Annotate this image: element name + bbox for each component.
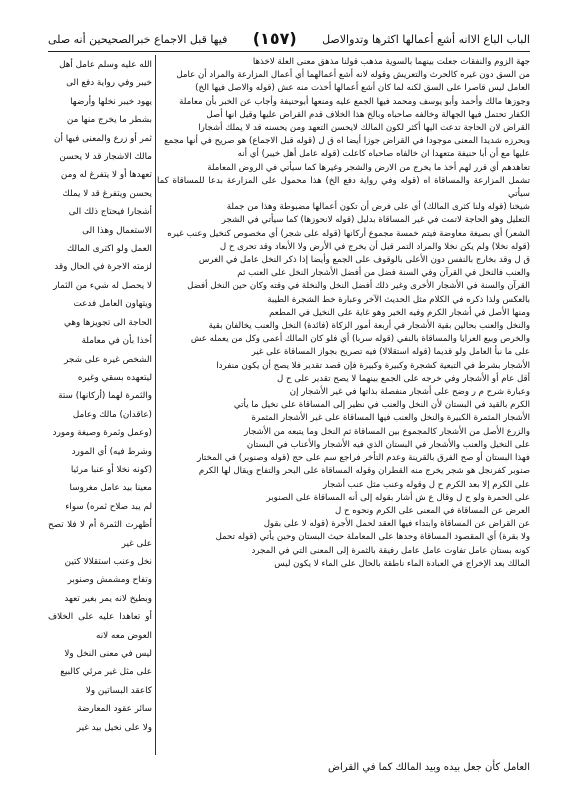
commentary-line: والنخل والعنب بحالين بقية الأشجار في أربعة أمور الزكاة (فائدة) النخل والعنب يخالفان بقية (208, 321, 530, 332)
commentary-line: وعبارة شرح م ر وضح على أشجار منفصلة بذاتها في غير الأشجار إن (289, 387, 530, 398)
main-text-line: ويتهاون العامل فدعت (73, 299, 152, 310)
commentary-line: فهذا البستان أو صح الفرق بالقرينة وعدم التأخر فراجع سم على حج (قوله وصنوبر) في المختار (197, 453, 530, 464)
commentary-line: الكرم بالقيد في البستان لأن النخل والعنب في نظير إلى المساقاة على نخيل ما يأتي (233, 400, 530, 411)
commentary-line: التعليل وهو الحاجة لاتمت في غير المساقاة بدليل (قوله لانحوزها) كما سيأتي في الشجر (221, 215, 530, 226)
header-chapter-title: الباب الباع الاانه أشع أعمالها اكثرها وتدوالاصل (322, 32, 530, 46)
main-text-line: الحاجة الى تجويزها وهي (64, 317, 152, 328)
main-text-line: ثمر أو زرع والمعنى فيها أن (54, 133, 152, 144)
commentary-line: العرض عن المساقاة في المعنى على الكرم ونحوه ح ل (335, 505, 530, 516)
commentary-line: الشعر) أي بصيغة معاوضة فيتم خمسة مجموع أركانها (قوله على شجر) أي مخصوص كنخيل وعنب غيره (167, 228, 530, 239)
commentary-line: ق ل وقد بخارج بالنفس دون الأعلى بالوقوف على الجمع وأيضا إذا ذكر النخل عامل في الغرس (198, 255, 530, 266)
main-text-line: ليس في معنى النخل ولا (64, 649, 152, 659)
main-text-line: لم يبد صلاح ثمره) سواء (65, 501, 152, 512)
commentary-line: شيخنا (قوله ولنا كثرى المالك) أي على فرض أن تكون أعمالها مضبوطة وهذا من جملة (226, 202, 530, 213)
main-text-line: وشرط فيه) أي المورد (71, 446, 152, 457)
main-text-line: لزمته الاجرة في الحال وقد (54, 262, 152, 273)
commentary-line: جهة الزوم والنفقات جعلت بينهما بالسوية مذهب قولنا مذهق معنى العلة لاخذها (252, 57, 530, 67)
commentary-line: العامل ليس قاصرا على السق لكنه لما كان أشع أعمالها أخذت منه عش (قوله والاصل فيها الخ) (195, 83, 530, 94)
main-text-line: يهود خيبر نخلها وأرضها (70, 96, 152, 107)
commentary-line: على الحمرة ولو ح ل وقال ع ش أشار بقوله إلى أنه المساقاة على الصنوبر (266, 492, 530, 503)
main-text-line: نخل وعنب استقلالا كتين (64, 556, 152, 567)
commentary-line: على الكرم إلا بعد الكرم ح ل وقوله وعنب مثل عنب أشجار (323, 479, 530, 490)
commentary-line: الأشجار بشرط في التبعية كشجرة وكبيرة وكبيرة فإن قصد تقدير فلا يصح أن يكون منفردا (216, 360, 530, 371)
commentary-line: تعاهدهم أي قرر لهم أخذ ما يخرج من الارض والشجر وغيرها كما سيأتي في الروض المعاملة (207, 162, 530, 173)
commentary-line: والعنب فالنخل في القرآن وفي السنة فضل من أفضل الأشجار النخل على العنب ثم (237, 268, 530, 279)
main-text-line: وبطيخ لانه يمر بغير تعهد (64, 593, 152, 604)
commentary-line: ولا بقرة) أي المقصود المساقاة وحدها على المعاملة حيث البستان وحين يأتي (قوله تحمل (215, 532, 530, 543)
commentary-line: والزرع الأصل من الأشجار كالمجموع بين المساقاة ثم النخل وما يتبعه من الأشجار (244, 426, 530, 437)
commentary-line: بالعكس ولذا ذكره في الكلام مثل الحديث الآخر وعبارة خط الشجرة الطيبة (267, 294, 530, 305)
main-text-line: (كونه نخلا أو عنبا مرئيا (70, 464, 152, 475)
main-text-line: بشطر ما يخرج منها من (66, 115, 152, 126)
column-divider (155, 55, 156, 755)
main-text-column (48, 56, 152, 786)
main-text-line: ليتعهده بسقي وغيره (77, 372, 152, 383)
main-text-line: (وعمل وثمرة وصيغة ومورد (52, 428, 152, 439)
main-text-line: الله عليه وسلم عامل أهل (59, 60, 152, 70)
commentary-line: الأشجار المثمرة الكبيرة والنخل والعنب فيها المساقاة على غير الأشجار المثمرة (251, 413, 530, 424)
commentary-line: على ما نبأ العامل ولو قديما (قوله استقلالا) فيه تصريح بجواز المساقاة على غير (251, 347, 530, 358)
main-text-line: مالك الاشجار قد لا يحسن (59, 152, 152, 163)
main-text-line: على مثل غير مرئي كالبيع (60, 667, 152, 678)
header-rule (48, 51, 530, 52)
main-text-line: سائر عقود المعارضة (77, 704, 152, 715)
main-text-line: أظهرت الثمرة أم لا فلا تصح على غير (48, 520, 152, 549)
main-text-line: أشجارا فيحتاج ذلك الى (68, 207, 152, 218)
commentary-line: الكفار تحتمل فيها الجهالة وخالفه صاحباه وبالخ هذا الخلاف قدم القراض عليها وقيل انها أصل (206, 109, 530, 120)
footer-line: العامل كأن جعل بيده وبيد المالك كما في القراض (327, 762, 530, 773)
main-text-line: العمل ولو اكترى المالك (67, 244, 152, 255)
main-text-line: الاستعمال وهذا الى (82, 225, 152, 236)
commentary-line: من السق دون غيره كالحرث والتعريش وقوله لانه أشع أعمالهما أي أعمال المزارعة والمراد أن عامل (176, 70, 530, 81)
commentary-line: وبحرزه شديدا المعنى موجودا في القراض جوزا أيضا اه ق ل (قوله قبل الاجماع) هو صريح في أنها مجمع (164, 136, 530, 147)
commentary-column (157, 56, 530, 756)
commentary-line: عليها مع أن أبا حنيفة متعهدا ان خالفاه صاحباه كاعلت (قوله عامل أهل خيبر) أي أنه (237, 149, 530, 160)
commentary-line: القراض لان الحاجة تدعت اليها أكثر لكون المالك لايحسن التعهد ومن يحسنه قد لا يملك أشجارا (198, 123, 530, 134)
main-text-line: والثمرة لهما (أركانها) ستة (58, 391, 152, 402)
commentary-line: على النخيل والعنب والأشجار في البستان الذي فيه الأشجار والأعناب في البستان (246, 439, 530, 450)
commentary-line: (قوله نخلا) ولم يكن نخلا والمراد التمر قبل أن يخرج في الأرض ولا الأبعاد وقد تحرى ح ل (219, 241, 530, 252)
commentary-line: ومنها الأصل في أشجار الكرم وفيه الخير وهو غاية على النخيل في المطعم (269, 307, 530, 318)
main-text-line: معينا بيد عامل مغروسا (69, 483, 152, 494)
main-text-line: يحسن ويتفرغ قد لا يملك (62, 188, 152, 199)
commentary-line: القرآن والسنة في الأشجار الأخرى وغير ذلك أفضل النخل والنخلة في وقته وكان حين النخل أفضل (187, 281, 530, 292)
main-text-line: لا يحصل له شيء من الثمار (53, 280, 152, 291)
main-text-line: أو تعاهدا عليه على الخلاف العوض معه لانه (48, 612, 152, 641)
header-side-title: فيها قبل الاجماع خبرالصحيحين أنه صلى (48, 32, 228, 46)
main-text-line: (عاقدان) مالك وعامل (72, 409, 152, 420)
main-text-line: ولا على نخيل بيد غير (76, 722, 152, 733)
commentary-line: عن القراض عن المساقاة وابتداء فيها العقد لحمل الأجرة (قوله لا على بقول (263, 519, 530, 530)
commentary-line: كونه بستان عامل تفاوت عامل عامل رفيقة بالثمرة إلى المعنى التي في المجرد (251, 545, 530, 556)
commentary-line: المالك بعد الإخراج في العبادة الماء ناطقة بالحال على الماء لا يكون ليس (274, 558, 530, 569)
commentary-line: أقل عام أو الأشجار وفي خرجه على الجمع بينهما لا يصح تقدير على ح ل (276, 373, 530, 384)
main-text-line: الشخص غيره على شجر (64, 354, 152, 365)
main-text-line: وتفاح ومشمش وصنوبر (67, 575, 152, 586)
main-text-line: أخذا بأن في معاملة (81, 336, 152, 347)
commentary-line: والخرص وبيع العرايا والمساقاة بالنفي (قوله سربا) أي فلو كان المالك أعمى وكل من يعمله عش (190, 334, 530, 345)
commentary-line: وجوزها مالك وأحمد وأبو يوسف ومحمد فيها الجمع عليه ومنعها أبوحنيفة وأجاب عن الخبر بأن معاملة (179, 96, 530, 107)
main-text-line: تعهدها أو لا يتفرغ له ومن (60, 170, 152, 181)
main-text-line: كاعقد البساتين ولا (85, 685, 152, 696)
page-header (48, 28, 530, 50)
main-text-line: خيبر وفي رواية دفع الى (66, 78, 152, 89)
commentary-line: تشمل المزارعة والمساقاة اه (قوله وفي رواية دفع الخ) هذا محمول على المزارعة بدعا للمساقاة كما سيأتي (157, 175, 530, 200)
commentary-line: صنوبر كفرنجل هو شجر يخرج منه القطران وقوله المساقاة على البحر والتفاح ويقال لها الكرم (198, 466, 530, 477)
page-number: (١٥٧) (252, 29, 297, 48)
